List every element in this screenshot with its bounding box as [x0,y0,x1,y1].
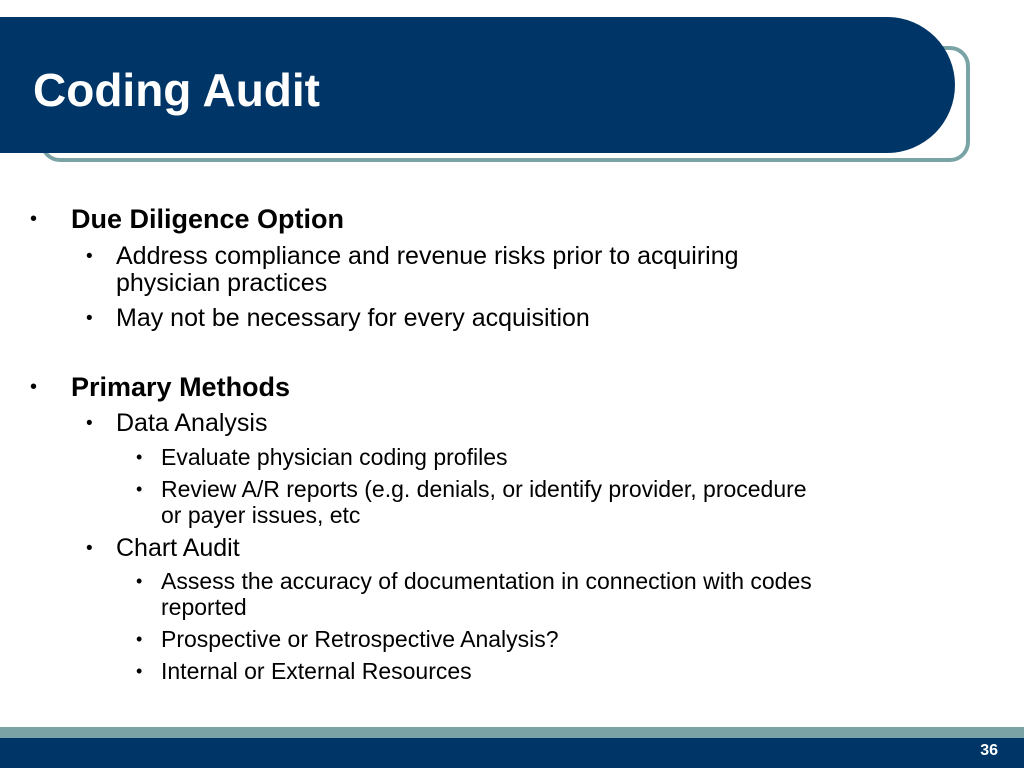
footer-bar [0,738,1024,768]
bullet-icon: • [30,376,38,398]
sub-list-item-text: Internal or External Resources [161,658,472,684]
bullet-icon: • [86,413,93,434]
bullet-icon: • [136,661,143,681]
bullet-icon: • [136,479,143,499]
sub-list-item-text: or payer issues, etc [161,502,361,528]
sub-list-item-text: Evaluate physician coding profiles [161,444,508,470]
footer-accent-band [0,727,1024,738]
sub-list-item-text: Prospective or Retrospective Analysis? [161,626,559,652]
sub-list-item-text: Assess the accuracy of documentation in connection with codes [161,568,812,594]
sub-list-item-text: reported [161,594,247,620]
list-item-text: Data Analysis [116,409,268,437]
list-item-text: Chart Audit [116,534,240,562]
bullet-icon: • [136,447,143,467]
bullet-icon: • [86,246,93,267]
list-item-text: physician practices [116,269,328,297]
slide-title: Coding Audit [33,64,320,116]
list-item-text: Address compliance and revenue risks prior to acquiring [116,242,739,270]
bullet-icon: • [86,308,93,329]
bullet-icon: • [86,538,93,559]
sub-list-item-text: Review A/R reports (e.g. denials, or identify provider, procedure [161,476,807,502]
bullet-icon: • [30,208,38,230]
section-heading-text: Due Diligence Option [71,204,345,234]
page-number: 36 [980,742,998,759]
list-item-text: May not be necessary for every acquisition [116,304,590,332]
bullet-icon: • [136,629,143,649]
section-heading-text: Primary Methods [71,372,291,402]
bullet-icon: • [136,571,143,591]
